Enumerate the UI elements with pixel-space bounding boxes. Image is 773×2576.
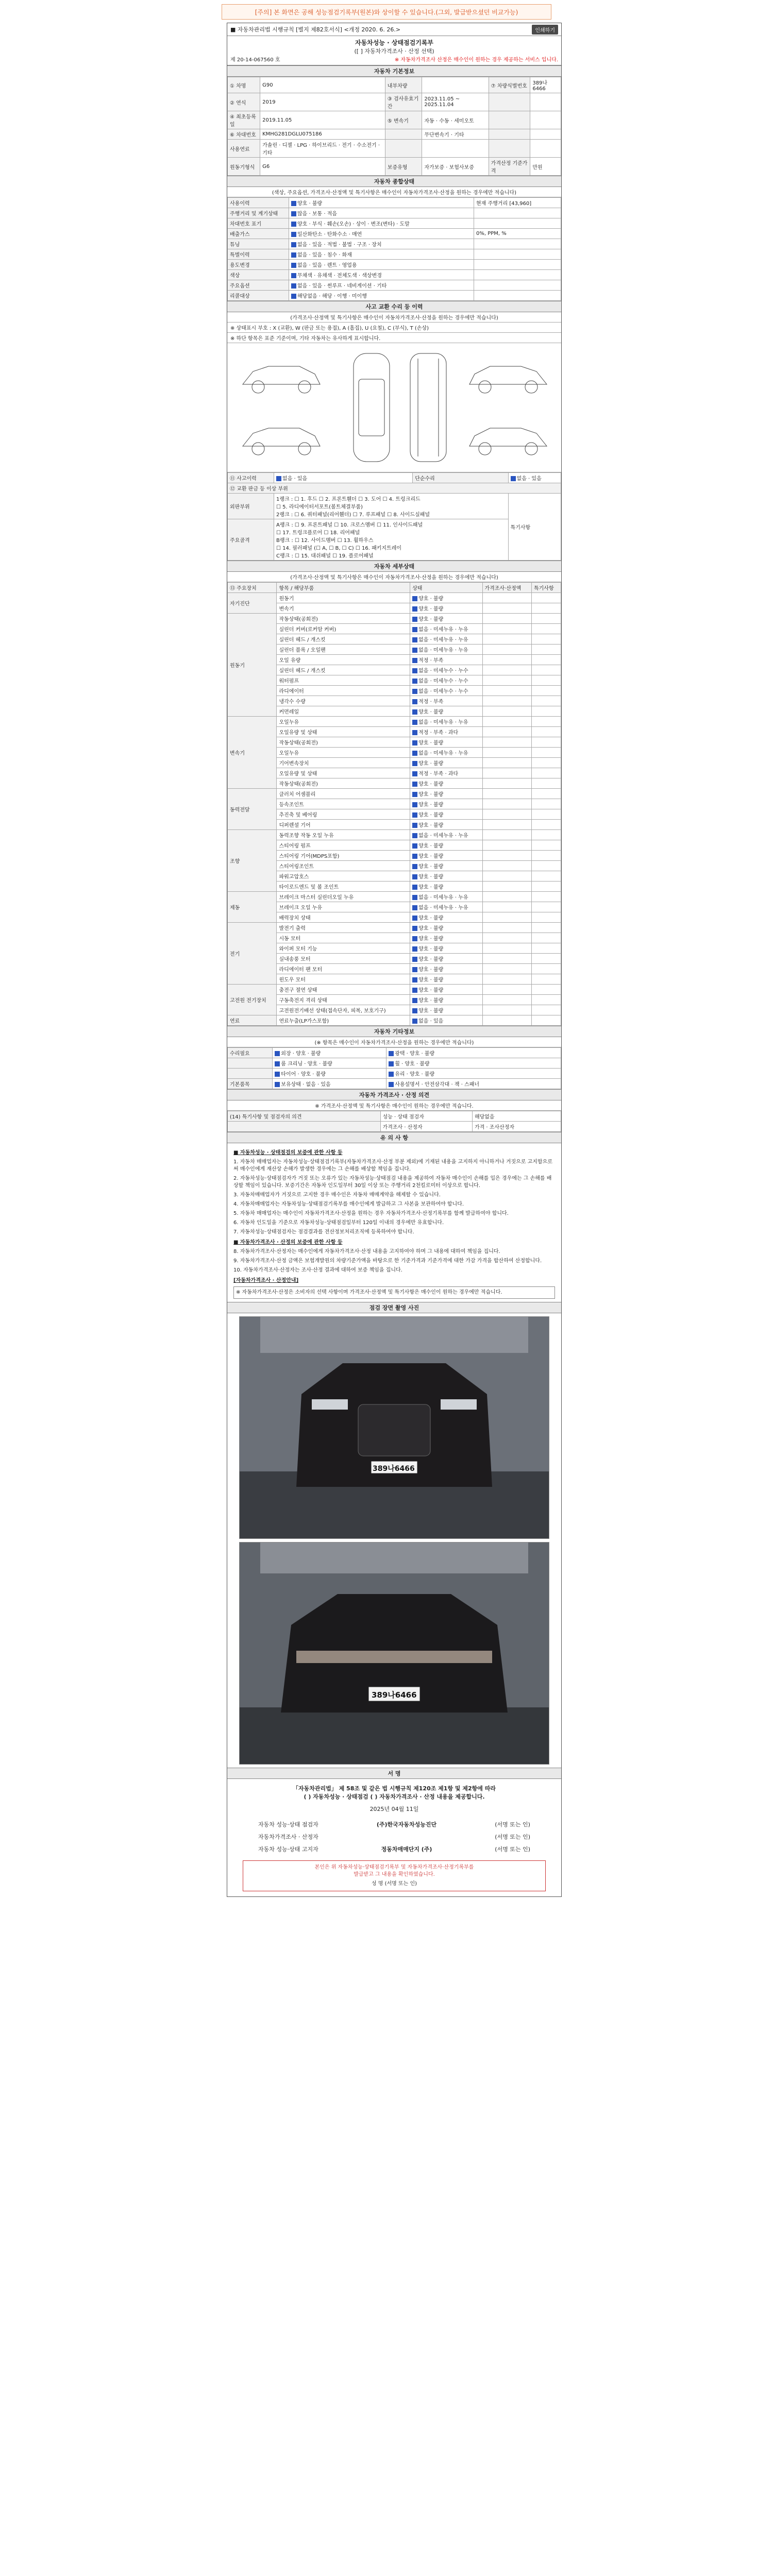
detail-row: 워터펌프 없음 · 미세누수 · 누수 bbox=[228, 675, 561, 686]
outer-panel-list bbox=[274, 494, 509, 519]
sign-text-2: ( ) 자동차성능 · 상태점검 ( ) 자동차가격조사 · 산정 내용을 제공합니다. bbox=[304, 1793, 485, 1800]
detail-row: 디퍼렌셜 기어 양호 · 불량 bbox=[228, 820, 561, 830]
document-subtitle: ([ ] 자동차가격조사 · 산정 선택) bbox=[354, 48, 434, 55]
car-side-left-icon bbox=[238, 353, 325, 400]
detail-row: 스티어링조인트 양호 · 불량 bbox=[228, 861, 561, 871]
sign-date: 2025년 04월 11일 bbox=[369, 1806, 419, 1812]
note-paragraph: 6. 자동차 인도일을 기준으로 자동차성능·상태점검일부터 120일 이내의 경우에만 유효합니다. bbox=[233, 1220, 444, 1226]
document-number: 제 20-14-067560 호 bbox=[230, 57, 280, 63]
detail-row: 추진축 및 베어링 양호 · 불량 bbox=[228, 809, 561, 820]
status-row: 차대번호 표기 양호 · 부식 · 훼손(오손) · 상이 · 변조(변타) · 도말 bbox=[228, 218, 561, 229]
sign-body bbox=[227, 1779, 561, 1818]
basic-row: ② 연식 2019 ③ 검사유효기간 2023.11.05 ~ 2025.11.04 bbox=[228, 93, 561, 111]
detail-row: 자기진단 원동기 양호 · 불량 bbox=[228, 593, 561, 603]
top-bar bbox=[227, 23, 561, 36]
form-reference: ■ 자동차관리법 시행규칙 [별지 제82호서식] <개정 2020. 6. 26.> bbox=[230, 26, 401, 33]
confirm-line-2: 발급받고 그 내용을 확인하였습니다. bbox=[354, 1872, 435, 1877]
detail-row: 라디에이터 없음 · 미세누수 · 누수 bbox=[228, 686, 561, 696]
document-warning: ※ 자동차가격조사 산정은 매수인이 원하는 경우 제공하는 서비스 입니다. bbox=[394, 57, 558, 63]
note-paragraph: 7. 자동차성능·상태점검자는 점검결과를 전산정보처리조직에 등록하여야 합니다. bbox=[233, 1229, 414, 1235]
detail-row: 커먼레일 양호 · 불량 bbox=[228, 706, 561, 717]
outer-line: 1랭크 : ☐ 1. 후드 ☐ 2. 프론트휀더 ☐ 3. 도어 ☐ 4. 트렁크리드 bbox=[276, 497, 421, 502]
status-row: 용도변경 없음 · 있음 · 렌트 · 영업용 bbox=[228, 260, 561, 270]
main-line: ☐ 17. 트렁크플로어 ☐ 18. 리어패널 bbox=[276, 530, 360, 536]
detail-row: 스티어링 기어(MDPS포함) 양호 · 불량 bbox=[228, 851, 561, 861]
detail-row: 배력장치 상태 양호 · 불량 bbox=[228, 912, 561, 923]
detail-col-header: 가격조사·산정액 bbox=[482, 583, 531, 593]
simple-repair-label: 단순수리 bbox=[413, 473, 508, 483]
document-header bbox=[227, 36, 561, 65]
detail-row: 기어변속장치 양호 · 불량 bbox=[228, 758, 561, 768]
inspector-row: (14) 특기사항 및 점검자의 의견 성능 · 상태 점검자 해당없음 bbox=[228, 1111, 561, 1122]
status-row: 사용이력 양호 · 불량 현재 주행거리 [43,960] bbox=[228, 198, 561, 208]
basic-info-title: 자동차 기본정보 bbox=[227, 65, 561, 77]
note-paragraph: 1. 자동차 매매업자는 자동차성능·상태점검기록부(자동차가격조사·산정 부분 제외)에 기재된 내용을 고지하지 아니하거나 거짓으로 고지함으로써 매수인에게 재산상 손해가 발생한 경우에는 그 손해를 배상할 책임을 집니다. bbox=[233, 1159, 552, 1172]
detail-col-header: 특기사항 bbox=[531, 583, 561, 593]
detail-row: 변속기 양호 · 불량 bbox=[228, 603, 561, 614]
detail-row: 오일유량 및 상태 적정 · 부족 · 과다 bbox=[228, 727, 561, 737]
note-paragraph: 8. 자동차가격조사·산정자는 매수인에게 자동차가격조사·산정 내용을 고지하여야 하며 그 내용에 대하여 책임을 집니다. bbox=[233, 1249, 500, 1255]
notice-banner: [주의] 본 화면은 공해 성능점검기록부(원본)와 상이할 수 있습니다.(그외, 발급받으셨던 비교가능) bbox=[222, 4, 551, 20]
car-front-image bbox=[240, 1317, 549, 1538]
signature-field[interactable]: (서명 또는 인) bbox=[495, 1821, 530, 1828]
detail-row: 실린더 헤드 / 개스킷 없음 · 미세누유 · 누유 bbox=[228, 634, 561, 645]
detail-row: 작동상태(공회전) 양호 · 불량 bbox=[228, 778, 561, 789]
car-frame-icon bbox=[405, 348, 451, 467]
confirm-line-1: 본인은 위 자동차성능·상태점검기록부 및 자동차가격조사·산정기록부를 bbox=[314, 1865, 474, 1870]
pricing-title: 자동차 가격조사 · 산정 의견 bbox=[227, 1089, 561, 1100]
basic-row: ① 차명 G90 내부차량 ⑦ 차량식별번호 389나6466 bbox=[228, 77, 561, 93]
main-frame-label: 주요골격 bbox=[228, 519, 274, 561]
detail-row: 와이퍼 모터 기능 양호 · 불량 bbox=[228, 943, 561, 954]
status-row: 튜닝 없음 · 있음 · 적법 · 불법 · 구조 · 장치 bbox=[228, 239, 561, 249]
option-row: 수리필요 외장 · 양호 · 불량 광택 · 양호 · 불량 bbox=[228, 1048, 561, 1058]
detail-title: 자동차 세부상태 bbox=[227, 561, 561, 572]
pricing-text: ※ 가격조사·산정액 및 특기사항은 매수인이 원하는 경우에만 적습니다. bbox=[227, 1100, 561, 1111]
detail-row: 스티어링 펌프 양호 · 불량 bbox=[228, 840, 561, 851]
notes-body bbox=[227, 1143, 561, 1302]
detail-row: 등속조인트 양호 · 불량 bbox=[228, 799, 561, 809]
note-paragraph: 4. 자동차매매업자는 자동차성능·상태점검기록부를 매수인에게 발급하고 그 사본을 보관하여야 합니다. bbox=[233, 1201, 464, 1207]
detail-table bbox=[227, 582, 561, 1026]
option-row: 룸 크리닝 · 양호 · 불량 휠 · 양호 · 불량 bbox=[228, 1058, 561, 1069]
basic-row: ⑥ 차대번호 KMHG281DGLU075186 무단변속기 · 기타 bbox=[228, 129, 561, 140]
accident-remarks: 특기사항 bbox=[508, 494, 561, 561]
car-top-icon bbox=[348, 348, 395, 467]
basic-info-table bbox=[227, 77, 561, 176]
main-line: ☐ 14. 필러패널 (☐ A, ☐ B, ☐ C) ☐ 16. 패키지트레이 bbox=[276, 546, 402, 551]
car-side-right-icon bbox=[238, 415, 325, 462]
detail-row: 고전원전기배선 상태(접속단자, 피복, 보호기구) 양호 · 불량 bbox=[228, 1005, 561, 1015]
option-row: 기본품목 보유상태 · 없음 · 있음 사용설명서 · 안전삼각대 · 잭 · 스패너 bbox=[228, 1079, 561, 1089]
notes-heading-3: [자동차가격조사 · 산정안내] bbox=[233, 1278, 299, 1283]
detail-row: 작동상태(공회전) 양호 · 불량 bbox=[228, 737, 561, 748]
detail-col-header: 항목 / 해당부품 bbox=[277, 583, 410, 593]
car-diagram bbox=[227, 343, 561, 472]
confirm-line-3: 성 명 (서명 또는 인) bbox=[371, 1881, 417, 1887]
print-button[interactable]: 인쇄하기 bbox=[532, 25, 558, 35]
main-line: A랭크 : ☐ 9. 프론트패널 ☐ 10. 크로스멤버 ☐ 11. 인사이드패널 bbox=[276, 522, 423, 528]
car-rear-image bbox=[240, 1543, 549, 1764]
status-row: 특별이력 없음 · 있음 · 침수 · 화재 bbox=[228, 249, 561, 260]
inspector-table bbox=[227, 1111, 561, 1132]
detail-row: 오일 유량 적정 · 부족 bbox=[228, 655, 561, 665]
front-photo bbox=[239, 1316, 549, 1539]
detail-row: 실내송풍 모터 양호 · 불량 bbox=[228, 954, 561, 964]
detail-row: 연료 연료누출(LP가스포함) 없음 · 있음 bbox=[228, 1015, 561, 1026]
status-row: 배출가스 일산화탄소 · 탄화수소 · 매연 0%, PPM, % bbox=[228, 229, 561, 239]
note-paragraph: 3. 자동차매매업자가 거짓으로 고지한 경우 매수인은 자동차 매매계약을 해제할 수 있습니다. bbox=[233, 1192, 441, 1198]
accident-sub: (가격조사·산정액 및 특기사항은 매수인이 자동차가격조사·산정을 원하는 경우에만 적습니다) bbox=[227, 312, 561, 323]
detail-row: 변속기 오일누유 없음 · 미세누유 · 누유 bbox=[228, 717, 561, 727]
car-side-rear-icon bbox=[464, 415, 552, 462]
note-paragraph: 9. 자동차가격조사·산정 금액은 보험개발원의 차량기준가액을 바탕으로 한 기준가격과 기준가격에 대한 가감 가격을 합산하여 산정합니다. bbox=[233, 1258, 542, 1264]
accident-legend-2: ※ 하단 항목은 표준 기준이며, 기타 자동차는 유사하게 표시합니다. bbox=[227, 333, 561, 343]
sign-row: 자동차가격조사 · 산정자 (서명 또는 인) bbox=[258, 1834, 530, 1840]
detail-row: 동력전달 클러치 어셈블리 양호 · 불량 bbox=[228, 789, 561, 799]
document-title: 자동차성능 · 상태점검기록부 bbox=[355, 39, 434, 46]
detail-col-header: 상태 bbox=[410, 583, 482, 593]
other-info-sub: (※ 항목은 매수인이 자동차가격조사·산정을 원하는 경우에만 적습니다) bbox=[227, 1037, 561, 1047]
detail-row: 조향 동력조향 작동 오일 누유 없음 · 미세누유 · 누유 bbox=[228, 830, 561, 840]
detail-row: 고전원 전기장치 충전구 절연 상태 양호 · 불량 bbox=[228, 985, 561, 995]
basic-row: 사용연료 가솔린 · 디젤 · LPG · 하이브리드 · 전기 · 수소전기 · 기타 bbox=[228, 140, 561, 158]
accident-title: 사고 교환 수리 등 이력 bbox=[227, 301, 561, 312]
status-row: 주요옵션 없음 · 있음 · 썬루프 · 네비게이션 · 기타 bbox=[228, 280, 561, 291]
detail-row: 구동축전지 격리 상태 양호 · 불량 bbox=[228, 995, 561, 1005]
outer-line: ☐ 5. 라디에이터서포트(볼트체결부품) bbox=[276, 504, 363, 510]
detail-row: 오일누유 없음 · 미세누유 · 누유 bbox=[228, 748, 561, 758]
notes-heading-1: ■ 자동차성능 · 상태점검의 보증에 관한 사항 등 bbox=[233, 1150, 343, 1156]
detail-row: 브레이크 오일 누유 없음 · 미세누유 · 누유 bbox=[228, 902, 561, 912]
detail-row: 실린더 커버(로커암 커버) 없음 · 미세누유 · 누유 bbox=[228, 624, 561, 634]
main-frame-list bbox=[274, 519, 509, 561]
main-line: B랭크 : ☐ 12. 사이드멤버 ☐ 13. 휠하우스 bbox=[276, 538, 374, 544]
status-row: 색상 무채색 · 유채색 · 전체도색 · 색상변경 bbox=[228, 270, 561, 280]
inspection-record bbox=[227, 23, 562, 1897]
signature-field[interactable]: (서명 또는 인) bbox=[495, 1846, 530, 1853]
other-info-table bbox=[227, 1047, 561, 1089]
sign-row: 자동차 성능·상태 고지자 정동차매매단지 (주) (서명 또는 인) bbox=[258, 1846, 530, 1853]
accident-history-label: ⑪ 사고이력 bbox=[228, 473, 274, 483]
simple-repair-value: 없음 · 있음 bbox=[508, 473, 561, 483]
detail-row: 타이로드엔드 및 볼 조인트 양호 · 불량 bbox=[228, 882, 561, 892]
car-side-front-icon bbox=[464, 353, 552, 400]
detail-row: 실린더 블록 / 오일팬 없음 · 미세누유 · 누유 bbox=[228, 645, 561, 655]
notes-heading-2: ■ 자동차가격조사 · 산정의 보증에 관한 사항 등 bbox=[233, 1240, 343, 1245]
detail-sub: (가격조사·산정액 및 특기사항은 매수인이 자동차가격조사·산정을 원하는 경우에만 적습니다) bbox=[227, 572, 561, 582]
abnormal-parts-label: ⑫ 교환 판금 등 이상 부위 bbox=[228, 483, 561, 494]
rear-photo bbox=[239, 1542, 549, 1765]
overall-status-sub: (색상, 주요옵션, 가격조사·산정액 및 특기사항은 매수인이 자동차가격조사·산정을 원하는 경우에만 적습니다) bbox=[227, 187, 561, 197]
other-info-title: 자동차 기타정보 bbox=[227, 1026, 561, 1037]
sign-row: 자동차 성능·상태 점검자 (주)한국자동차성능진단 (서명 또는 인) bbox=[258, 1821, 530, 1828]
detail-row: 라디에이터 팬 모터 양호 · 불량 bbox=[228, 964, 561, 974]
inspector-row: 가격조사 · 산정자 가격 · 조사산정자 bbox=[228, 1122, 561, 1132]
basic-row: ④ 최초등록일 2019.11.05 ⑤ 변속기 자동 · 수동 · 세미오토 bbox=[228, 111, 561, 129]
main-line: C랭크 : ☐ 15. 대쉬패널 ☐ 19. 플로어패널 bbox=[276, 553, 374, 559]
rear-plate: 389나6466 bbox=[372, 1690, 417, 1700]
detail-col-header: ⑬ 주요장치 bbox=[228, 583, 277, 593]
accident-history-value: 없음 · 있음 bbox=[274, 473, 413, 483]
sign-text-1: 「자동차관리법」 제 58조 및 같은 법 시행규칙 제120조 제1항 및 제2항에 따라 bbox=[293, 1785, 496, 1792]
accident-legend: ※ 상태표시 부호 : X (교환), W (판금 또는 용접), A (흠집), U (요철), C (부식), T (손상) bbox=[227, 323, 561, 333]
outer-line: 2랭크 : ☐ 6. 쿼터패널(리어휀더) ☐ 7. 루프패널 ☐ 8. 사이드실패널 bbox=[276, 512, 430, 518]
overall-status-table bbox=[227, 197, 561, 301]
signature-field[interactable]: (서명 또는 인) bbox=[495, 1834, 530, 1840]
option-row: 타이어 · 양호 · 불량 유리 · 양호 · 불량 bbox=[228, 1069, 561, 1079]
detail-row: 전기 발전기 출력 양호 · 불량 bbox=[228, 923, 561, 933]
detail-row: 오일유량 및 상태 적정 · 부족 · 과다 bbox=[228, 768, 561, 778]
overall-status-title: 자동차 종합상태 bbox=[227, 176, 561, 187]
confirmation-box bbox=[243, 1860, 546, 1891]
detail-row: 제동 브레이크 마스터 실린더오일 누유 없음 · 미세누유 · 누유 bbox=[228, 892, 561, 902]
notes-box: ※ 자동차가격조사·산정은 소비자의 선택 사항이며 가격조사·산정액 및 특기사항은 매수인이 원하는 경우에만 적습니다. bbox=[233, 1286, 555, 1299]
detail-row: 실린더 헤드 / 개스킷 없음 · 미세누수 · 누수 bbox=[228, 665, 561, 675]
sign-title: 서 명 bbox=[227, 1768, 561, 1779]
photos-title: 점검 장면 촬영 사진 bbox=[227, 1302, 561, 1313]
basic-row: 원동기형식 G6 보증유형 자가보증 · 보험사보증 가격산정 기준가격 만원 bbox=[228, 158, 561, 176]
outer-panel-label: 외판부위 bbox=[228, 494, 274, 519]
front-plate: 389나6466 bbox=[373, 1465, 415, 1473]
detail-row: 원동기 작동상태(공회전) 양호 · 불량 bbox=[228, 614, 561, 624]
accident-table bbox=[227, 472, 561, 561]
status-row: 주행거리 및 계기상태 많음 · 보통 · 적음 bbox=[228, 208, 561, 218]
detail-row: 냉각수 수량 적정 · 부족 bbox=[228, 696, 561, 706]
note-paragraph: 10. 자동차가격조사·산정자는 조사·산정 결과에 대하여 보증 책임을 집니다. bbox=[233, 1267, 402, 1273]
note-paragraph: 5. 자동차 매매업자는 매수인이 자동차가격조사·산정을 원하는 경우 자동차가격조사·산정기록부를 함께 발급하여야 합니다. bbox=[233, 1211, 509, 1216]
detail-row: 윈도우 모터 양호 · 불량 bbox=[228, 974, 561, 985]
status-row: 리콜대상 해당없음 · 해당 · 이행 · 미이행 bbox=[228, 291, 561, 301]
notes-title: 유 의 사 항 bbox=[227, 1132, 561, 1143]
detail-row: 시동 모터 양호 · 불량 bbox=[228, 933, 561, 943]
detail-row: 파워고압호스 양호 · 불량 bbox=[228, 871, 561, 882]
note-paragraph: 2. 자동차성능·상태점검자가 거짓 또는 오류가 있는 자동차성능·상태점검 내용을 제공하여 자동차 매수인이 손해를 입은 경우에는 그 손해를 배상할 책임이 있습니다. 보증기간은 자동차 인도일부터 30일 이상 또는 주행거리 2천킬로미터 이상으로 합니다. bbox=[233, 1176, 552, 1189]
